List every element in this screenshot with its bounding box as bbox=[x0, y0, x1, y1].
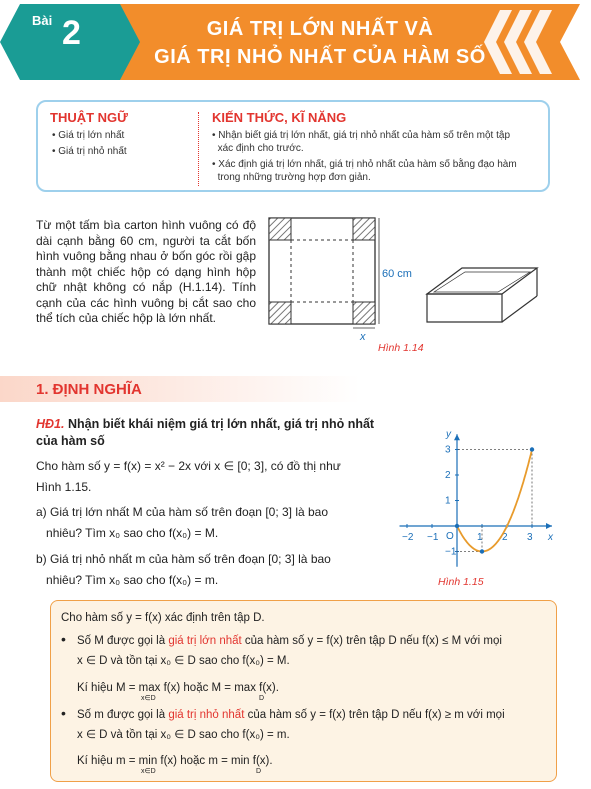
min-notation: Kí hiệu m = min f(x) hoặc m = min f(x). bbox=[77, 755, 273, 767]
lesson-title-line2: GIÁ TRỊ NHỎ NHẤT CỦA HÀM SỐ bbox=[154, 46, 486, 68]
x-tick-label: −2 bbox=[402, 532, 414, 543]
figure-caption: Hình 1.14 bbox=[378, 342, 424, 354]
box-divider bbox=[198, 112, 199, 186]
x-axis-arrow bbox=[546, 523, 552, 529]
max-notation: Kí hiệu M = max f(x) hoặc M = max f(x). bbox=[77, 682, 279, 694]
x-tick-label: 1 bbox=[477, 532, 483, 543]
data-point bbox=[455, 524, 459, 528]
intro-paragraph: Từ một tấm bìa carton hình vuông có độ dài cạnh bằng 60 cm, người ta cắt bốn hình vuông bằng nhau ở bốn góc rồi gập thành một chiếc hộp có dạng hình hộp chữ nhật không có nắp (H.1.14). Tính cạnh của các hình vuông bị cắt sao cho thể tích của chiếc hộp là lớn nhất. bbox=[36, 218, 256, 325]
y-axis-label: y bbox=[446, 428, 451, 440]
y-tick-label: 2 bbox=[445, 470, 451, 481]
max-definition: Số M được gọi là giá trị lớn nhất của hàm số y = f(x) trên tập D nếu f(x) ≤ M với mọi bbox=[77, 635, 502, 647]
term-item: • Giá trị nhỏ nhất bbox=[52, 146, 127, 157]
lesson-label: Bài bbox=[32, 13, 53, 28]
terms-skills-box bbox=[36, 100, 550, 192]
data-point bbox=[530, 447, 534, 451]
x-tick-label: −1 bbox=[427, 532, 439, 543]
max-definition-line2: x ∈ D và tồn tại x₀ ∈ D sao cho f(x₀) = M. bbox=[77, 655, 290, 667]
x-tick-label: 2 bbox=[502, 532, 508, 543]
min-subscript-D: D bbox=[256, 768, 262, 775]
lesson-title-line1: GIÁ TRỊ LỚN NHẤT VÀ bbox=[206, 18, 434, 40]
header-banner bbox=[0, 0, 591, 85]
definition-intro: Cho hàm số y = f(x) xác định trên tập D. bbox=[61, 612, 265, 624]
activity-tag: HĐ1. bbox=[36, 417, 65, 431]
max-term: giá trị lớn nhất bbox=[168, 635, 242, 647]
function-graph bbox=[395, 428, 575, 578]
open-box-drawing bbox=[427, 268, 537, 322]
max-subscript-D: D bbox=[259, 695, 265, 702]
definition-box bbox=[50, 600, 557, 782]
y-tick-label: 3 bbox=[445, 444, 451, 456]
min-term: giá trị nhỏ nhất bbox=[168, 709, 245, 721]
parabola-curve bbox=[457, 450, 532, 552]
box-figure bbox=[262, 212, 562, 352]
x-tick-label: 3 bbox=[527, 532, 533, 543]
activity-prompt: Cho hàm số y = f(x) = x² − 2x với x ∈ [0; 3], có đồ thị như Hình 1.15. bbox=[36, 459, 341, 494]
max-subscript-xD: x∈D bbox=[141, 695, 156, 702]
origin-label: O bbox=[446, 531, 454, 542]
graph-caption: Hình 1.15 bbox=[438, 576, 484, 588]
term-item: • Giá trị lớn nhất bbox=[52, 130, 125, 141]
question-b: b) Giá trị nhỏ nhất m của hàm số trên đoạn [0; 3] là bao nhiêu? Tìm x₀ sao cho f(x₀) = m. bbox=[36, 552, 331, 587]
cut-length-label: x bbox=[360, 331, 366, 343]
terms-heading: THUẬT NGỮ bbox=[50, 110, 128, 125]
min-definition-line2: x ∈ D và tồn tại x₀ ∈ D sao cho f(x₀) = m. bbox=[77, 729, 290, 741]
skill-item: • Nhận biết giá trị lớn nhất, giá trị nhỏ nhất của hàm số trên một tập xác định cho trước. bbox=[212, 130, 511, 154]
skill-item: • Xác định giá trị lớn nhất, giá trị nhỏ nhất của hàm số bằng đạo hàm trong những trường hợp đơn giản. bbox=[212, 159, 517, 183]
bullet: • bbox=[61, 631, 66, 647]
lesson-number: 2 bbox=[62, 14, 81, 52]
section-title: 1. ĐỊNH NGHĨA bbox=[36, 381, 142, 398]
min-subscript-xD: x∈D bbox=[141, 768, 156, 775]
side-length-label: 60 cm bbox=[382, 268, 412, 280]
lesson-header bbox=[0, 0, 591, 85]
y-tick-label: −1 bbox=[445, 546, 457, 558]
min-definition: Số m được gọi là giá trị nhỏ nhất của hàm số y = f(x) trên tập D nếu f(x) ≥ m với mọi bbox=[77, 709, 505, 721]
activity-title: HĐ1. Nhận biết khái niệm giá trị lớn nhất, giá trị nhỏ nhất của hàm số bbox=[36, 417, 375, 448]
data-point bbox=[480, 549, 484, 553]
skills-heading: KIẾN THỨC, KĨ NĂNG bbox=[212, 110, 347, 125]
y-axis-arrow bbox=[454, 434, 460, 440]
y-tick-label: 1 bbox=[445, 495, 451, 507]
bullet: • bbox=[61, 705, 66, 721]
question-a: a) Giá trị lớn nhất M của hàm số trên đoạn [0; 3] là bao nhiêu? Tìm x₀ sao cho f(x₀) = M. bbox=[36, 505, 329, 540]
x-axis-label: x bbox=[548, 532, 553, 543]
